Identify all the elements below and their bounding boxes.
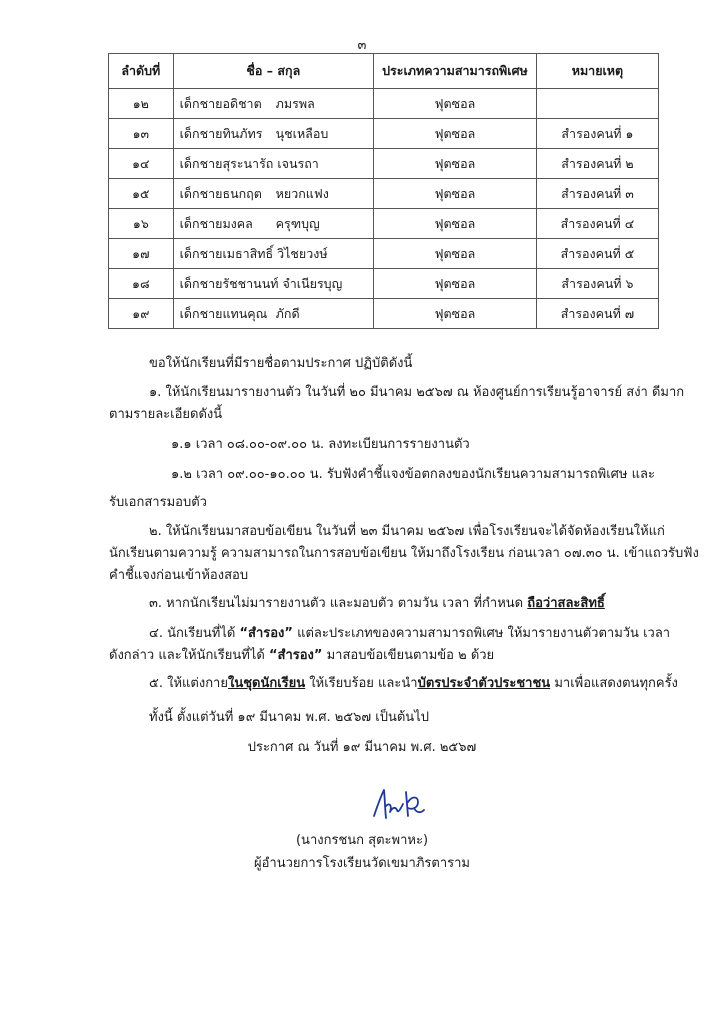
effective-date: ทั้งนี้ ตั้งแต่วันที่ ๑๙ มีนาคม พ.ศ. ๒๕๖๗ เป็นต้นไป	[149, 710, 429, 725]
last-name: นุชเหลือบ	[275, 125, 329, 141]
item-4-line-2-post: มาสอบข้อเขียนตามข้อ ๒ ด้วย	[322, 648, 495, 663]
item-1-line-1: ๑. ให้นักเรียนมารายงานตัว ในวันที่ ๒๐ มีนาคม ๒๕๖๗ ณ ห้องศูนย์การเรียนรู้อาจารย์ สง่า ดีมาก	[149, 385, 685, 400]
table-row	[109, 89, 659, 119]
header-note: หมายเหตุ	[536, 54, 658, 89]
item-4-line-2	[109, 645, 494, 667]
first-name: เด็กชายอดิชาต	[179, 95, 262, 111]
first-name: เด็กชายสุระนารัถ	[179, 155, 274, 171]
last-name: ภักดี	[275, 305, 300, 321]
item-5	[109, 673, 678, 695]
cell-note: สำรองคนที่ ๖	[536, 269, 658, 299]
item-5-text: ๕. ให้แต่งกาย	[149, 676, 228, 691]
item-2-line-2: นักเรียนตามความรู้ ความสามารถในการสอบข้อเขียน ให้มาถึงโรงเรียน ก่อนเวลา ๐๗.๓๐ น. เข้าแถวรับฟัง	[109, 546, 699, 561]
cell-no: ๑๓	[109, 119, 174, 149]
last-name: หยวกแฟง	[275, 185, 329, 201]
first-name: เด็กชายมงคล	[179, 215, 253, 231]
table-row	[109, 119, 659, 149]
table-row	[109, 149, 659, 179]
cell-no: ๑๙	[109, 299, 174, 329]
item-4-emphasis-1: “สำรอง”	[239, 626, 293, 641]
cell-note: สำรองคนที่ ๒	[536, 149, 658, 179]
item-1-line-2: ตามรายละเอียดดังนี้	[109, 407, 223, 422]
last-name: วิไชยวงษ์	[277, 245, 328, 261]
cell-note: สำรองคนที่ ๕	[536, 239, 658, 269]
cell-name	[173, 209, 373, 239]
item-2-line-3: คำชี้แจงก่อนเข้าห้องสอบ	[109, 568, 249, 583]
cell-note: สำรองคนที่ ๑	[536, 119, 658, 149]
signer-title: ผู้อำนวยการโรงเรียนวัดเขมาภิรตาราม	[253, 856, 470, 871]
cell-name	[173, 119, 373, 149]
last-name: เจนรถา	[277, 155, 319, 171]
header-no: ลำดับที่	[109, 54, 174, 89]
table-row	[109, 209, 659, 239]
first-name: เด็กชายแทนคุณ	[179, 305, 268, 321]
item-3-text: ๓. หากนักเรียนไม่มารายงานตัว และมอบตัว ตามวัน เวลา ที่กำหนด	[149, 596, 528, 611]
table-row	[109, 299, 659, 329]
page-number: ๓	[357, 38, 367, 53]
item-4-text: ๔. นักเรียนที่ได้	[149, 626, 240, 641]
first-name: เด็กชายธนกฤต	[179, 185, 262, 201]
item-2-line-1: ๒. ให้นักเรียนมาสอบข้อเขียน ในวันที่ ๒๓ มีนาคม ๒๕๖๗ เพื่อโรงเรียนจะได้จัดห้องเรียนให้แก่	[149, 524, 665, 539]
last-name: จำเนียรบุญ	[282, 275, 343, 291]
cell-no: ๑๒	[109, 89, 174, 119]
cell-no: ๑๕	[109, 179, 174, 209]
cell-name	[173, 179, 373, 209]
item-3	[109, 593, 605, 615]
cell-name	[173, 299, 373, 329]
item-4-line-2-text: ดังกล่าว และให้นักเรียนที่ได้	[109, 648, 269, 663]
table-body	[109, 89, 659, 329]
intro-text: ขอให้นักเรียนที่มีรายชื่อตามประกาศ ปฏิบัติดังนี้	[149, 356, 413, 371]
cell-no: ๑๖	[109, 209, 174, 239]
last-name: ครุฑบุญ	[275, 215, 320, 231]
item-4-line-1	[109, 623, 670, 645]
cell-type: ฟุตซอล	[374, 209, 537, 239]
cell-no: ๑๘	[109, 269, 174, 299]
item-1-1: ๑.๑ เวลา ๐๘.๐๐-๐๙.๐๐ น. ลงทะเบียนการรายงานตัว	[171, 437, 470, 452]
first-name: เด็กชายเมธาสิทธิ์	[179, 245, 274, 261]
table-header	[109, 54, 659, 89]
cell-note: สำรองคนที่ ๔	[536, 209, 658, 239]
cell-note	[536, 89, 658, 119]
first-name: เด็กชายรัชชานนท์	[179, 275, 279, 291]
item-1-2-line-1: ๑.๒ เวลา ๐๙.๐๐-๑๐.๐๐ น. รับฟังคำชี้แจงข้อตกลงของนักเรียนความสามารถพิเศษ และ	[171, 467, 655, 482]
cell-type: ฟุตซอล	[374, 119, 537, 149]
cell-note: สำรองคนที่ ๗	[536, 299, 658, 329]
signature-image	[368, 786, 428, 824]
item-3-emphasis: ถือว่าสละสิทธิ์	[527, 596, 605, 611]
item-5-text-mid: ให้เรียบร้อย และนำ	[305, 676, 418, 691]
cell-no: ๑๗	[109, 239, 174, 269]
table-row	[109, 179, 659, 209]
last-name: ภมรพล	[275, 95, 315, 111]
item-5-emphasis-1: ในชุดนักเรียน	[227, 676, 306, 691]
item-5-emphasis-2: บัตรประจำตัวประชาชน	[417, 676, 551, 691]
cell-type: ฟุตซอล	[374, 299, 537, 329]
student-table	[108, 53, 659, 329]
cell-type: ฟุตซอล	[374, 149, 537, 179]
table-row	[109, 269, 659, 299]
item-4-emphasis-2: “สำรอง”	[268, 648, 323, 663]
announcement-date: ประกาศ ณ วันที่ ๑๙ มีนาคม พ.ศ. ๒๕๖๗	[247, 740, 477, 755]
cell-type: ฟุตซอล	[374, 239, 537, 269]
header-type: ประเภทความสามารถพิเศษ	[374, 54, 537, 89]
cell-type: ฟุตซอล	[374, 89, 537, 119]
item-4-text-mid: แต่ละประเภทของความสามารถพิเศษ ให้มารายงานตัวตามวัน เวลา	[292, 626, 671, 641]
cell-name	[173, 239, 373, 269]
first-name: เด็กชายทินภัทร	[179, 125, 263, 141]
signer-name: (นางกรชนก สุตะพาหะ)	[295, 833, 429, 848]
cell-no: ๑๔	[109, 149, 174, 179]
cell-name	[173, 149, 373, 179]
cell-name	[173, 269, 373, 299]
cell-type: ฟุตซอล	[374, 179, 537, 209]
cell-name	[173, 89, 373, 119]
table-row	[109, 239, 659, 269]
header-name: ชื่อ – สกุล	[173, 54, 373, 89]
item-1-2-line-2: รับเอกสารมอบตัว	[109, 495, 207, 510]
cell-type: ฟุตซอล	[374, 269, 537, 299]
cell-note: สำรองคนที่ ๓	[536, 179, 658, 209]
item-5-text-post: มาเพื่อแสดงตนทุกครั้ง	[550, 676, 678, 691]
